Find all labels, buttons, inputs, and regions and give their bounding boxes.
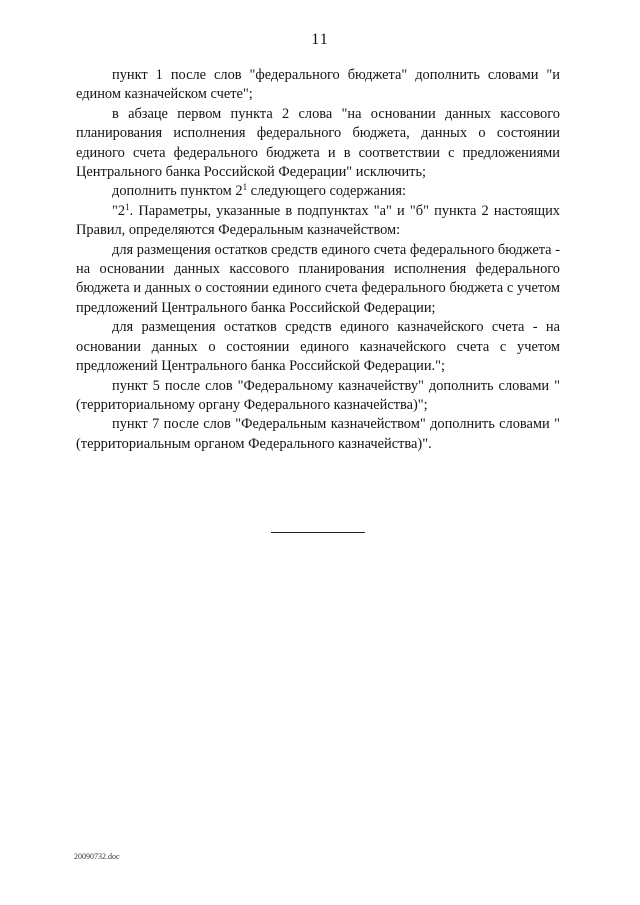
paragraph-federal-budget-account: для размещения остатков средств единого счета федерального бюджета - на основании данных кассового планирования исполнения федерального бюджета и данных о состоянии единого счета федерального бюджета с учетом предложений Центрального банка Российской Федерации; [76, 241, 560, 316]
paragraph-amend-point-7: пункт 7 после слов "Федеральным казначейством" дополнить словами "(территориальным органом Федерального казначейства)". [76, 416, 560, 452]
paragraph-treasury-account: для размещения остатков средств единого казначейского счета - на основании данных о состоянии единого казначейского счета с учетом предложений Центрального банка Российской Федерации."; [76, 319, 560, 375]
paragraph-text-before: "2 [112, 202, 126, 219]
paragraph-add-point-2-1 [76, 182, 560, 201]
paragraph-point-2-1-text [76, 202, 560, 241]
page-number: 11 [311, 31, 329, 48]
paragraph-amend-point-1: пункт 1 после слов "федерального бюджета" дополнить словами "и едином казначейском счете"; [76, 67, 560, 103]
paragraph-text-after: . Параметры, указанные в подпунктах "а" и "б" пункта 2 настоящих Правил, определяются Федеральным казначейством: [76, 202, 560, 239]
footer-filename: 20090732.doc [74, 852, 120, 861]
document-body [76, 66, 560, 454]
superscript: 1 [242, 182, 248, 193]
end-divider [271, 532, 365, 533]
paragraph-text-before: дополнить пунктом 2 [112, 183, 243, 200]
superscript: 1 [125, 201, 130, 212]
paragraph-amend-point-2: в абзаце первом пункта 2 слова "на основании данных кассового планирования исполнения федерального бюджета, данных о состоянии единого счета федерального бюджета и в соответствии с предложениями Центрального банка Российской Федерации" исключить; [76, 105, 560, 181]
paragraph-text-after: следующего содержания: [247, 183, 406, 200]
paragraph-amend-point-5: пункт 5 после слов "Федеральному казначейству" дополнить словами "(территориальному органу Федерального казначейства)"; [76, 377, 560, 413]
